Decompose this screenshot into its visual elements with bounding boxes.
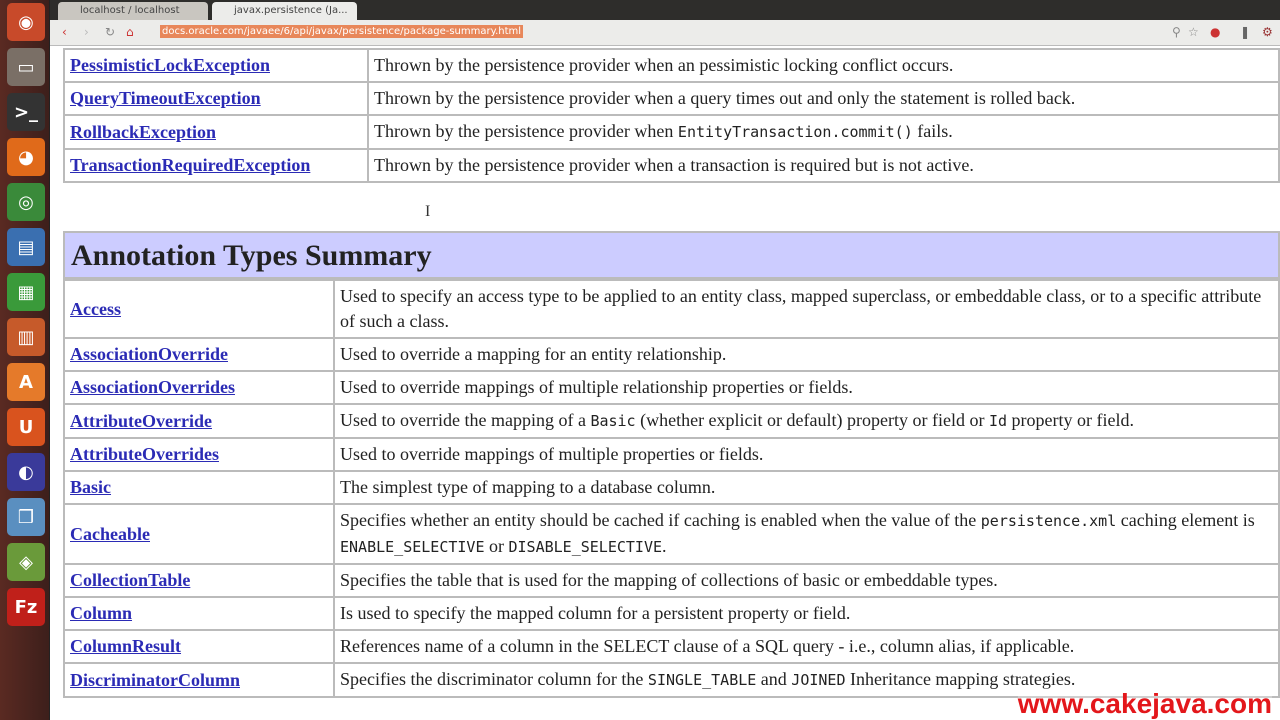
description-text: Inheritance mapping strategies. [845,669,1076,689]
back-icon[interactable]: ‹ [62,25,67,39]
url-bar[interactable]: docs.oracle.com/javaee/6/api/javax/persistence/package-summary.html [162,26,522,37]
code-text: EntityTransaction.commit() [677,123,913,141]
code-text: persistence.xml [980,512,1117,530]
bookmark-star-icon[interactable]: ☆ [1188,25,1199,39]
description-text: Thrown by the persistence provider when an pessimistic locking conflict occurs. [374,55,954,75]
code-text: Id [988,412,1008,430]
class-link[interactable]: Basic [70,477,112,497]
description-text: and [756,669,792,689]
table-row [64,338,1279,371]
name-cell [64,49,368,82]
name-cell [64,564,334,597]
zoom-icon[interactable]: ⚲ [1172,25,1181,39]
annotation-types-heading: Annotation Types Summary [63,231,1280,279]
description-cell [334,564,1279,597]
software-center-icon[interactable]: A [7,363,45,401]
class-link[interactable]: AssociationOverrides [70,377,235,397]
tab-bar [50,0,1280,20]
table-row [64,371,1279,404]
description-text: Specifies whether an entity should be cached if caching is enabled when the value of the [340,510,981,530]
table-row [64,280,1279,338]
name-cell [64,663,334,697]
description-cell [334,471,1279,504]
description-cell [334,338,1279,371]
nvidia-icon[interactable]: ◈ [7,543,45,581]
description-text: Thrown by the persistence provider when a transaction is required but is not active. [374,155,974,175]
description-cell [334,280,1279,338]
eclipse-icon[interactable]: ◐ [7,453,45,491]
description-text: . [662,536,667,556]
class-link[interactable]: Cacheable [70,523,150,544]
description-text: Used to override a mapping for an entity relationship. [340,344,727,364]
description-text: caching element is [1116,510,1255,530]
class-link[interactable]: DiscriminatorColumn [70,669,240,690]
class-link[interactable]: AttributeOverrides [70,444,219,464]
name-cell [64,338,334,371]
table-row [64,597,1279,630]
table-row [64,504,1279,564]
class-link[interactable]: ColumnResult [70,636,182,656]
forward-icon[interactable]: › [84,25,89,39]
description-text: Used to override mappings of multiple relationship properties or fields. [340,377,853,397]
description-text: fails. [912,121,953,141]
description-cell [368,149,1279,182]
description-cell [334,404,1279,438]
code-text: SINGLE_TABLE [647,671,757,689]
name-cell [64,280,334,338]
class-link[interactable]: CollectionTable [70,570,191,590]
virtualbox-icon[interactable]: ❒ [7,498,45,536]
reload-icon[interactable]: ↻ [105,25,116,39]
description-text: Specifies the table that is used for the mapping of collections of basic or embeddable types. [340,570,998,590]
tab-localhost[interactable] [58,2,208,20]
description-cell [334,630,1279,663]
menu-icon[interactable]: ⚙ [1262,25,1273,39]
code-text: Basic [590,412,636,430]
class-link[interactable]: RollbackException [70,121,217,142]
description-cell [368,115,1279,149]
name-cell [64,404,334,438]
watermark: www.cakejava.com [1017,688,1272,719]
description-text: The simplest type of mapping to a database column. [340,477,716,497]
writer-icon[interactable]: ▤ [7,228,45,266]
description-text: Specifies the discriminator column for the [340,669,648,689]
class-link[interactable]: Column [70,603,133,623]
tab-label: localhost / localhost [80,5,180,16]
table-row [64,630,1279,663]
ubuntu-icon[interactable]: ◉ [7,3,45,41]
files-icon[interactable]: ▭ [7,48,45,86]
chrome-icon[interactable]: ◎ [7,183,45,221]
description-cell [334,597,1279,630]
description-text: References name of a column in the SELECT clause of a SQL query - i.e., column alias, if applicable. [340,636,1075,656]
description-cell [334,438,1279,471]
description-text: Used to override the mapping of a [340,410,591,430]
code-text: ENABLE_SELECTIVE [340,538,485,556]
table-row [64,564,1279,597]
browser-toolbar [50,20,1280,46]
description-text: or [484,536,509,556]
description-text: (whether explicit or default) property or field or [635,410,989,430]
ubuntu-one-icon[interactable]: U [7,408,45,446]
class-link[interactable]: Access [70,298,121,319]
class-link[interactable]: AssociationOverride [70,344,228,364]
description-text: Is used to specify the mapped column for a persistent property or field. [340,603,851,623]
name-cell [64,630,334,663]
name-cell [64,438,334,471]
class-link[interactable]: TransactionRequiredException [70,155,311,175]
extension-icon[interactable]: ❚ [1240,25,1251,39]
name-cell [64,597,334,630]
annotations-table [63,279,1280,698]
table-row [64,438,1279,471]
page-content [63,48,1280,698]
description-cell [368,49,1279,82]
code-text: DISABLE_SELECTIVE [508,538,663,556]
firefox-icon[interactable]: ◕ [7,138,45,176]
impress-icon[interactable]: ▥ [7,318,45,356]
table-row [64,404,1279,438]
home-icon[interactable]: ⌂ [126,25,134,39]
table-row [64,471,1279,504]
calc-icon[interactable]: ▦ [7,273,45,311]
description-text: Used to override mappings of multiple properties or fields. [340,444,764,464]
class-link[interactable]: PessimisticLockException [70,55,270,75]
name-cell [64,371,334,404]
table-row [64,49,1279,82]
tab-label: javax.persistence (Ja... [234,5,348,16]
name-cell [64,504,334,564]
filezilla-icon[interactable]: Fz [7,588,45,626]
tab-javax-persistence[interactable] [212,2,357,20]
exceptions-table [63,48,1280,183]
description-text: Thrown by the persistence provider when [374,121,678,141]
adblock-icon[interactable]: ● [1210,25,1221,39]
name-cell [64,82,368,115]
table-row [64,115,1279,149]
description-cell [334,504,1279,564]
description-text: Used to specify an access type to be applied to an entity class, mapped superclass, or embeddable class, or to a specific attribute of such a class. [340,286,1262,331]
class-link[interactable]: AttributeOverride [70,410,212,431]
description-cell [368,82,1279,115]
description-text: Thrown by the persistence provider when a query times out and only the statement is rolled back. [374,88,1076,108]
description-text: property or field. [1007,410,1134,430]
description-cell [334,371,1279,404]
unity-launcher [0,0,50,720]
table-row [64,82,1279,115]
name-cell [64,471,334,504]
terminal-icon[interactable]: >_ [7,93,45,131]
class-link[interactable]: QueryTimeoutException [70,88,261,108]
table-row [64,149,1279,182]
name-cell [64,149,368,182]
text-cursor: I [425,203,431,220]
name-cell [64,115,368,149]
code-text: JOINED [791,671,846,689]
